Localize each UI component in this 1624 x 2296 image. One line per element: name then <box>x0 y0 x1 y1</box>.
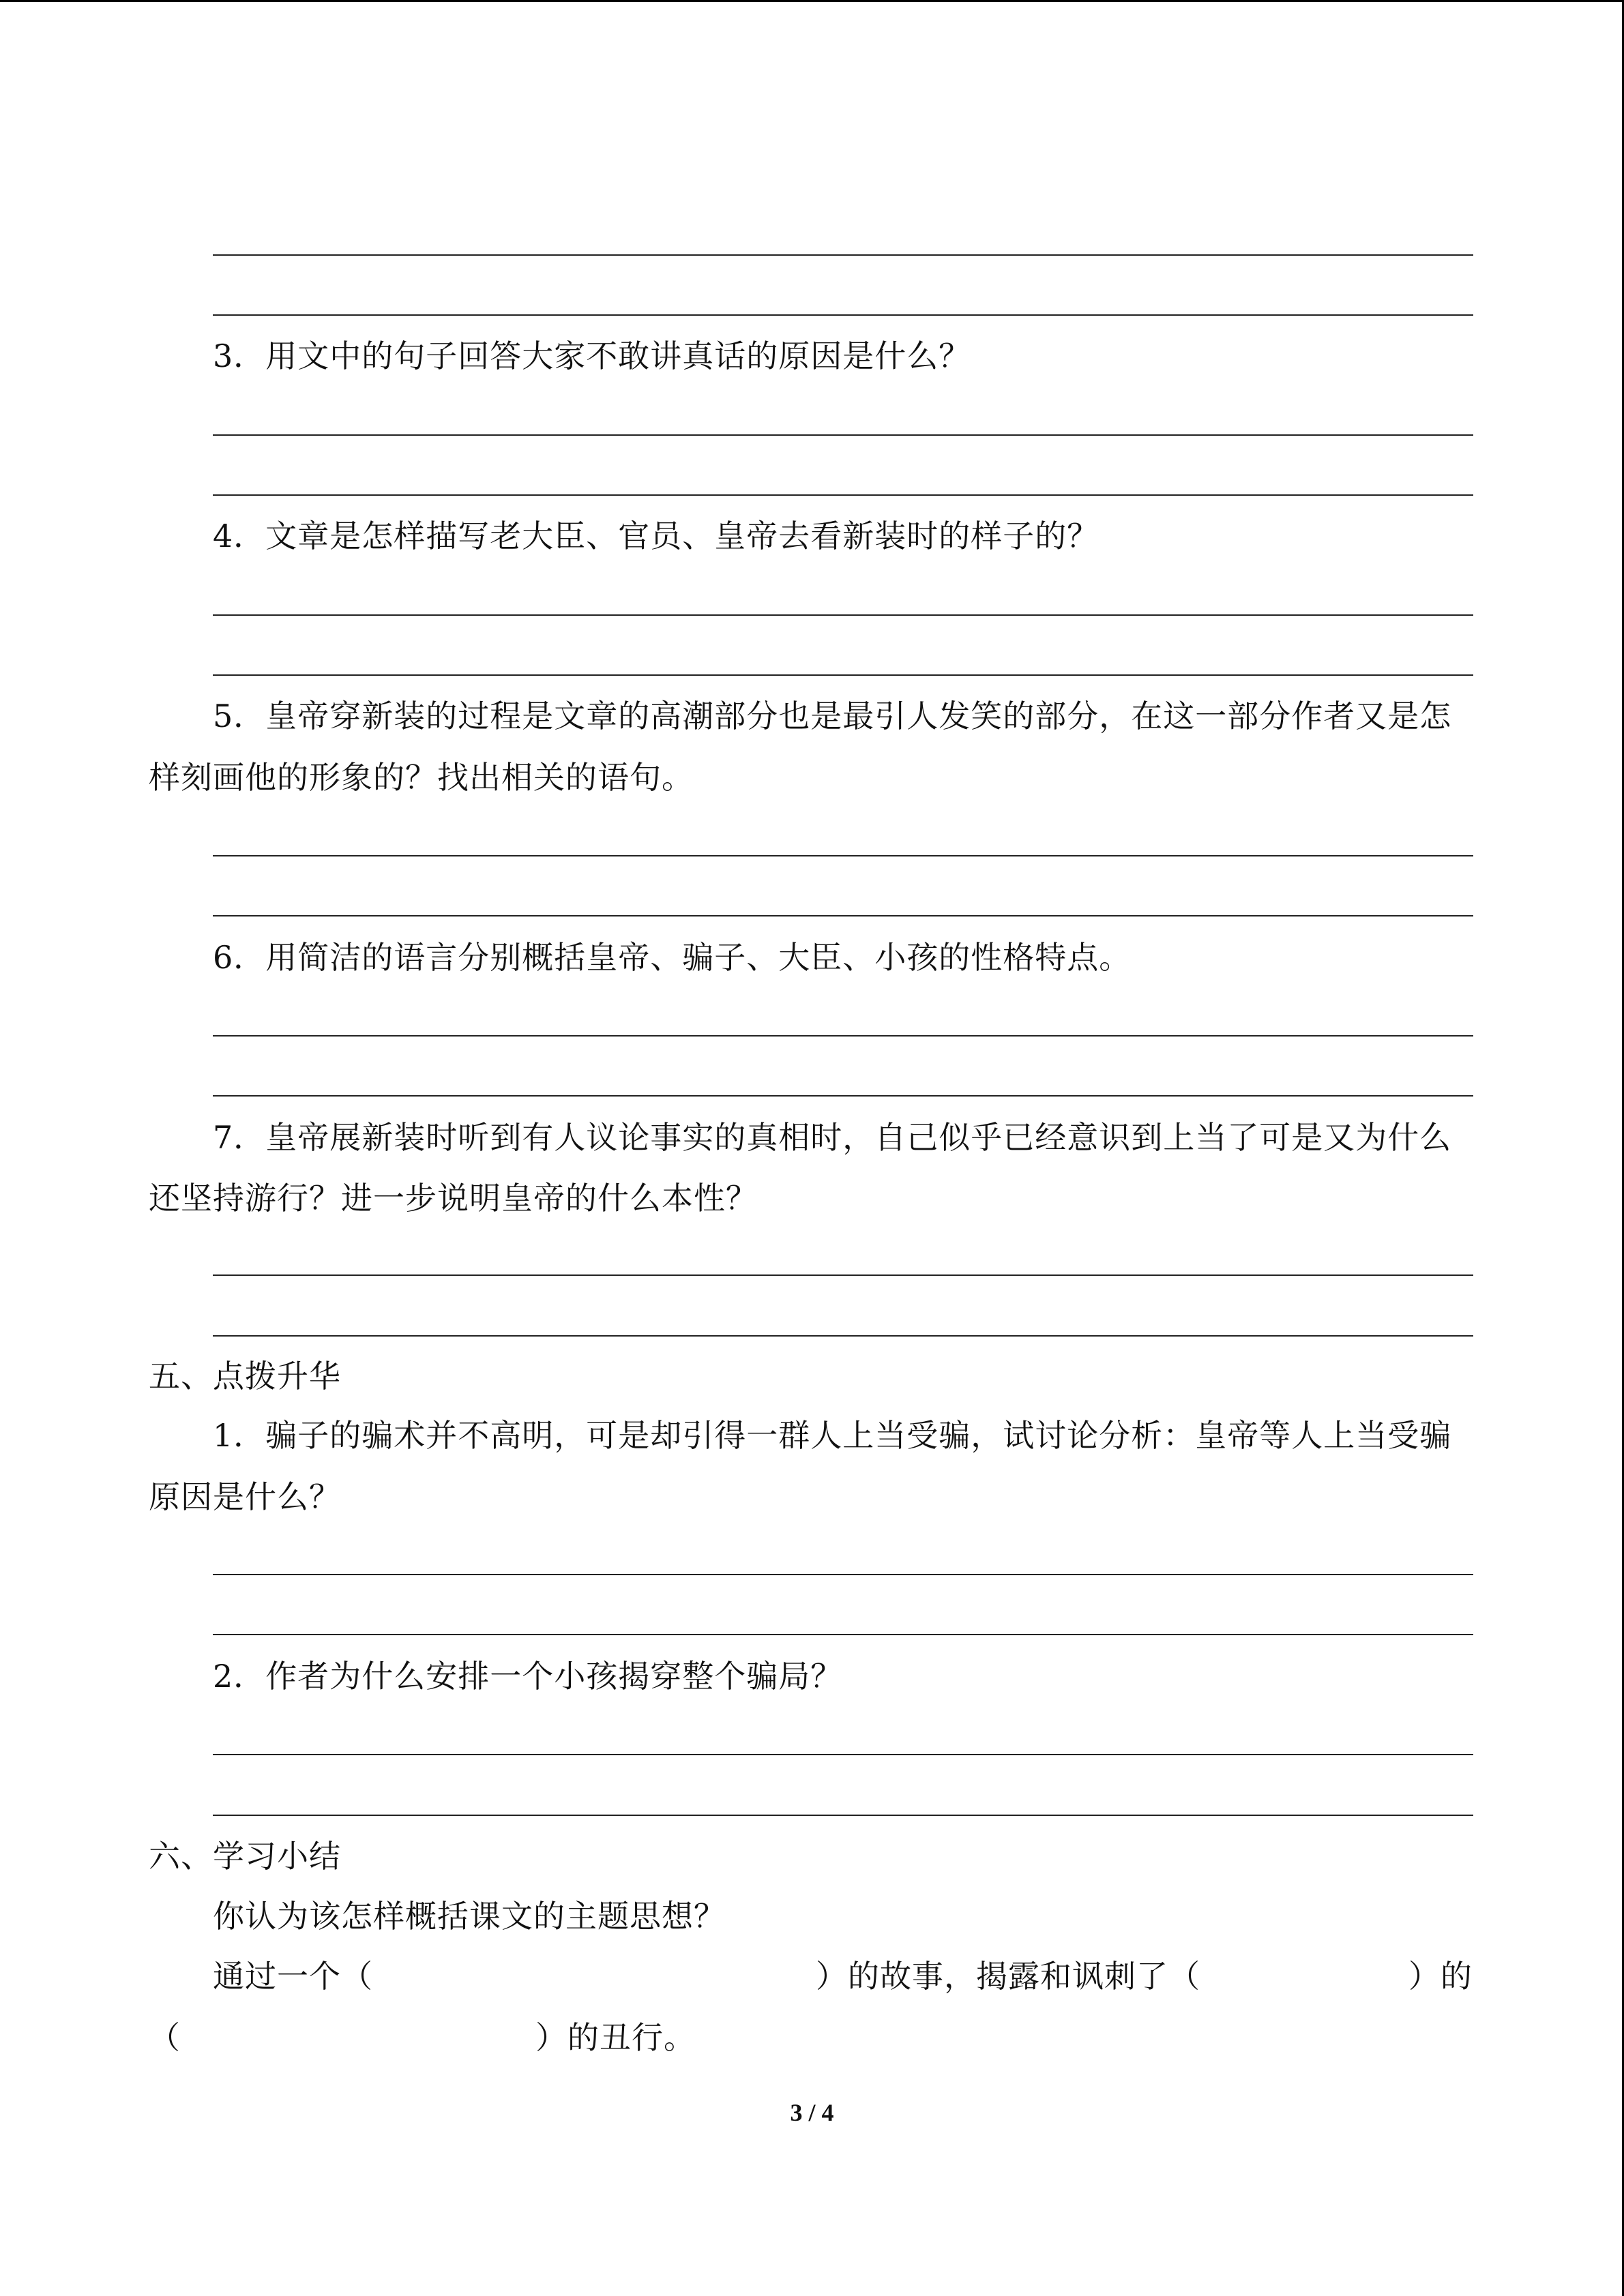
fill-blank-part-e: ）的丑行。 <box>535 2019 696 2056</box>
page-border-top <box>0 0 1624 2</box>
answer-line <box>213 1035 1473 1037</box>
page-number: 3 / 4 <box>790 2099 834 2126</box>
section-6-heading: 六、学习小结 <box>149 1838 341 1875</box>
section-5-question-2: 2．作者为什么安排一个小孩揭穿整个骗局？ <box>213 1658 843 1695</box>
section-5-question-1-line-1: 1．骗子的骗术并不高明，可是却引得一群人上当受骗，试讨论分析：皇帝等人上当受骗 <box>213 1417 1452 1454</box>
question-6: 6．用简洁的语言分别概括皇帝、骗子、大臣、小孩的性格特点。 <box>213 939 1132 976</box>
answer-line <box>213 494 1473 496</box>
answer-line <box>213 314 1473 316</box>
answer-line <box>213 1095 1473 1097</box>
fill-blank-part-d: （ <box>149 2019 181 2056</box>
section-6-prompt: 你认为该怎样概括课文的主题思想？ <box>213 1898 726 1935</box>
fill-blank-part-c: ）的 <box>1408 1958 1473 1995</box>
answer-line <box>213 915 1473 916</box>
answer-line <box>213 855 1473 856</box>
section-5-question-1-line-2: 原因是什么？ <box>149 1478 341 1515</box>
answer-line <box>213 1274 1473 1276</box>
answer-line <box>213 1754 1473 1755</box>
question-5-line-1: 5．皇帝穿新装的过程是文章的高潮部分也是最引人发笑的部分，在这一部分作者又是怎 <box>213 698 1452 734</box>
answer-line <box>213 254 1473 256</box>
question-7-line-1: 7．皇帝展新装时听到有人议论事实的真相时，自己似乎已经意识到上当了可是又为什么 <box>213 1119 1452 1156</box>
answer-line <box>213 614 1473 616</box>
answer-line <box>213 1574 1473 1575</box>
answer-line <box>213 1634 1473 1635</box>
answer-line <box>213 1815 1473 1816</box>
answer-line <box>213 434 1473 436</box>
answer-line <box>213 674 1473 676</box>
question-3: 3．用文中的句子回答大家不敢讲真话的原因是什么？ <box>213 338 971 374</box>
section-5-heading: 五、点拨升华 <box>149 1358 341 1395</box>
question-7-line-2: 还坚持游行？进一步说明皇帝的什么本性？ <box>149 1180 758 1217</box>
fill-blank-part-b: ）的故事，揭露和讽刺了（ <box>816 1958 1200 1995</box>
answer-line <box>213 1335 1473 1337</box>
question-4: 4．文章是怎样描写老大臣、官员、皇帝去看新装时的样子的？ <box>213 518 1099 554</box>
question-5-line-2: 样刻画他的形象的？找出相关的语句。 <box>149 759 694 796</box>
fill-blank-part-a: 通过一个（ <box>213 1958 373 1995</box>
